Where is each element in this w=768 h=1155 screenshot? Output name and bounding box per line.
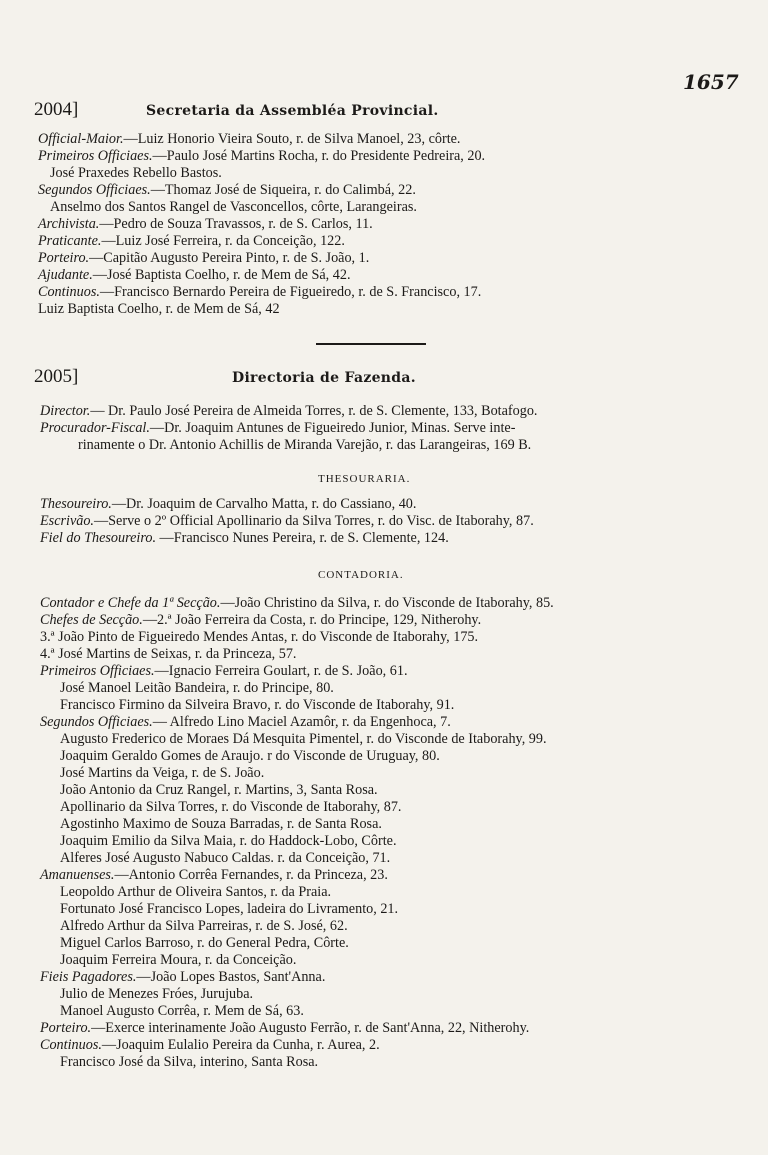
list-item: 4.ª José Martins de Seixas, r. da Princeza, 57. <box>40 646 297 662</box>
list-item: Anselmo dos Santos Rangel de Vasconcellos, côrte, Larangeiras. <box>50 199 417 215</box>
list-item: Manoel Augusto Corrêa, r. Mem de Sá, 63. <box>60 1003 304 1019</box>
list-item: Primeiros Officiaes.—Ignacio Ferreira Goulart, r. de S. João, 61. <box>40 663 408 679</box>
list-item: Official-Maior.—Luiz Honorio Vieira Souto, r. de Silva Manoel, 23, côrte. <box>38 131 461 147</box>
list-item: Segundos Officiaes.—Thomaz José de Siqueira, r. do Calimbá, 22. <box>38 182 416 198</box>
list-item: Fiel do Thesoureiro. —Francisco Nunes Pereira, r. de S. Clemente, 124. <box>40 530 449 546</box>
subsection-title-contadoria: CONTADORIA. <box>318 569 404 581</box>
list-item: 3.ª João Pinto de Figueiredo Mendes Antas, r. do Visconde de Itaborahy, 175. <box>40 629 479 645</box>
list-item: Amanuenses.—Antonio Corrêa Fernandes, r. da Princeza, 23. <box>40 867 388 883</box>
list-item: Augusto Frederico de Moraes Dá Mesquita Pimentel, r. do Visconde de Itaborahy, 99. <box>60 731 547 747</box>
list-item: Miguel Carlos Barroso, r. do General Pedra, Côrte. <box>60 935 349 951</box>
list-item: Alferes José Augusto Nabuco Caldas. r. da Conceição, 71. <box>60 850 391 866</box>
list-item: Francisco Firmino da Silveira Bravo, r. do Visconde de Itaborahy, 91. <box>60 697 455 713</box>
section-divider <box>316 343 426 345</box>
list-item: Director.— Dr. Paulo José Pereira de Almeida Torres, r. de S. Clemente, 133, Botafogo. <box>40 403 538 419</box>
list-item: José Martins da Veiga, r. de S. João. <box>60 765 265 781</box>
list-item: Continuos.—Francisco Bernardo Pereira de Figueiredo, r. de S. Francisco, 17. <box>38 284 482 300</box>
list-item: Alfredo Arthur da Silva Parreiras, r. de S. José, 62. <box>60 918 348 934</box>
list-item: rinamente o Dr. Antonio Achillis de Miranda Varejão, r. das Larangeiras, 169 B. <box>78 437 532 453</box>
subsection-title-thesouraria: THESOURARIA. <box>318 473 411 485</box>
list-item: Porteiro.—Exerce interinamente João Augusto Ferrão, r. de Sant'Anna, 22, Nitherohy. <box>40 1020 530 1036</box>
list-item: Joaquim Geraldo Gomes de Araujo. r do Visconde de Uruguay, 80. <box>60 748 440 764</box>
list-item: Fieis Pagadores.—João Lopes Bastos, Sant'Anna. <box>40 969 326 985</box>
list-item: Chefes de Secção.—2.ª João Ferreira da Costa, r. do Principe, 129, Nitherohy. <box>40 612 482 628</box>
list-item: Primeiros Officiaes.—Paulo José Martins Rocha, r. do Presidente Pedreira, 20. <box>38 148 486 164</box>
list-item: Continuos.—Joaquim Eulalio Pereira da Cunha, r. Aurea, 2. <box>40 1037 380 1053</box>
list-item: José Manoel Leitão Bandeira, r. do Principe, 80. <box>60 680 334 696</box>
list-item: Joaquim Ferreira Moura, r. da Conceição. <box>60 952 297 968</box>
list-item: João Antonio da Cruz Rangel, r. Martins, 3, Santa Rosa. <box>60 782 378 798</box>
list-item: Praticante.—Luiz José Ferreira, r. da Conceição, 122. <box>38 233 345 249</box>
list-item: Francisco José da Silva, interino, Santa Rosa. <box>60 1054 319 1070</box>
list-item: Archivista.—Pedro de Souza Travassos, r. de S. Carlos, 11. <box>38 216 373 232</box>
list-item: Contador e Chefe da 1ª Secção.—João Christino da Silva, r. do Visconde de Itaborahy, 85. <box>40 595 554 611</box>
section-number-2004: 2004] <box>34 99 79 120</box>
list-item: José Praxedes Rebello Bastos. <box>50 165 222 181</box>
section-title-directoria: Directoria de Fazenda. <box>232 370 416 386</box>
list-item: Ajudante.—José Baptista Coelho, r. de Mem de Sá, 42. <box>38 267 351 283</box>
list-item: Escrivão.—Serve o 2º Official Apollinario da Silva Torres, r. do Visc. de Itaborahy, 87. <box>40 513 534 529</box>
list-item: Apollinario da Silva Torres, r. do Visconde de Itaborahy, 87. <box>60 799 402 815</box>
page-number: 1657 <box>683 70 739 94</box>
section-title-secretaria: Secretaria da Assembléa Provincial. <box>146 103 439 119</box>
list-item: Julio de Menezes Fróes, Jurujuba. <box>60 986 254 1002</box>
section-number-2005: 2005] <box>34 366 79 387</box>
list-item: Joaquim Emilio da Silva Maia, r. do Haddock-Lobo, Côrte. <box>60 833 397 849</box>
list-item: Thesoureiro.—Dr. Joaquim de Carvalho Matta, r. do Cassiano, 40. <box>40 496 417 512</box>
list-item: Procurador-Fiscal.—Dr. Joaquim Antunes de Figueiredo Junior, Minas. Serve inte- <box>40 420 516 436</box>
list-item: Agostinho Maximo de Souza Barradas, r. de Santa Rosa. <box>60 816 382 832</box>
list-item: Leopoldo Arthur de Oliveira Santos, r. da Praia. <box>60 884 332 900</box>
list-item: Luiz Baptista Coelho, r. de Mem de Sá, 42 <box>38 301 280 317</box>
list-item: Fortunato José Francisco Lopes, ladeira do Livramento, 21. <box>60 901 399 917</box>
list-item: Porteiro.—Capitão Augusto Pereira Pinto, r. de S. João, 1. <box>38 250 370 266</box>
list-item: Segundos Officiaes.— Alfredo Lino Maciel Azamôr, r. da Engenhoca, 7. <box>40 714 451 730</box>
